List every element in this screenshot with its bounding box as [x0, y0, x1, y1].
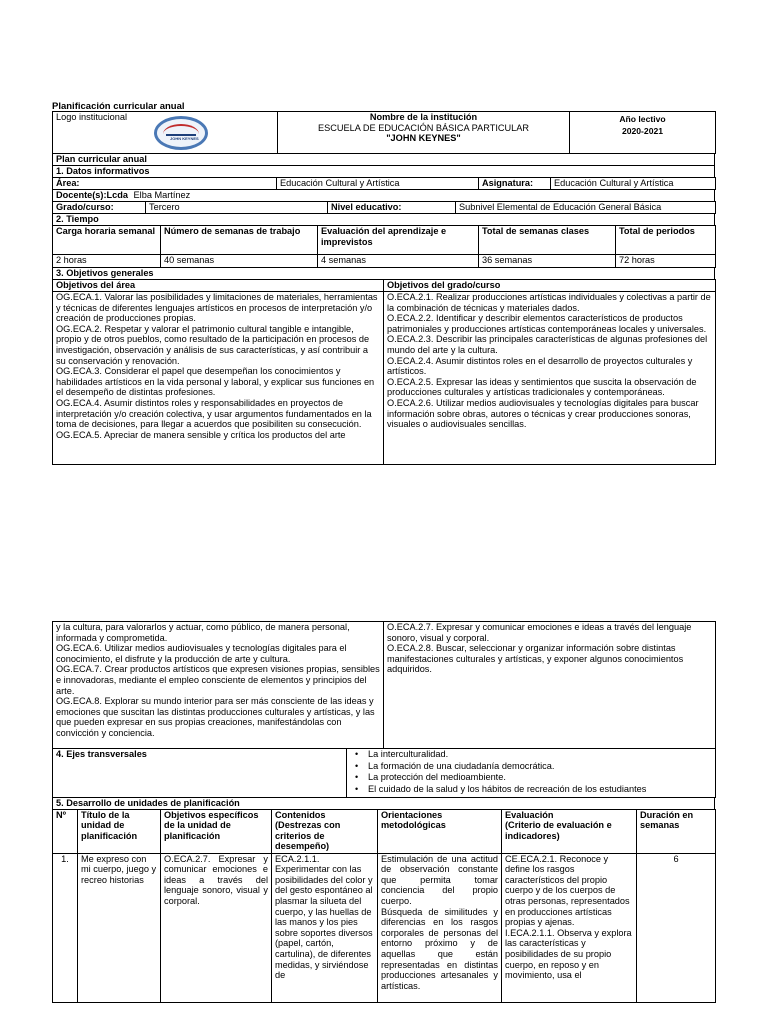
docente-value: Elba Martínez	[133, 190, 191, 200]
unidad-objetivos: O.ECA.2.7. Expresar y comunicar emociones e ideas a través del lenguaje sonoro, visual y corporal.	[161, 853, 272, 1002]
area-label: Área:	[53, 178, 277, 190]
asignatura-label: Asignatura:	[479, 178, 551, 190]
logo-text: JOHN KEYNES	[170, 136, 199, 141]
tiempo-value-total-semanas: 36 semanas	[479, 255, 616, 268]
plan-label: Plan curricular anual	[53, 154, 715, 166]
docente-label: Docente(s):Lcda	[56, 190, 128, 200]
unidades-header-titulo: Título de la unidad de planificación	[78, 809, 161, 853]
tiempo-value-carga: 2 horas	[53, 255, 161, 268]
unidades-header-duracion: Duración en semanas	[637, 809, 716, 853]
section2-title: 2. Tiempo	[53, 214, 715, 226]
page-two	[52, 621, 715, 1003]
school-name: ESCUELA DE EDUCACIÓN BÁSICA PARTICULAR	[317, 122, 530, 133]
objetivos-grado-text-cont: O.ECA.2.7. Expresar y comunicar emociones e ideas a través del lenguaje sonoro, visual y corporal. O.ECA.2.8. Buscar, seleccionar y organizar información sobre distintas manifestaciones culturales y artísticas, y exponer algunos conocimientos adquiridos.	[384, 622, 716, 749]
plan-label-table	[52, 153, 715, 178]
header-table	[52, 111, 716, 154]
eje-item: • La interculturalidad.	[368, 749, 712, 761]
eje-item: • El cuidado de la salud y los hábitos de recreación de los estudiantes	[368, 784, 712, 796]
unidades-header-objetivos: Objetivos específicos de la unidad de planificación	[161, 809, 272, 853]
logo-cell	[53, 112, 278, 154]
tiempo-header-semanas: Número de semanas de trabajo	[161, 226, 318, 255]
objetivos-area-header: Objetivos del área	[53, 280, 384, 292]
unidades-header-evaluacion: Evaluación (Criterio de evaluación e indicadores)	[502, 809, 637, 853]
unidades-header-orientaciones: Orientaciones metodológicas	[378, 809, 502, 853]
unidades-header-contenidos: Contenidos (Destrezas con criterios de desempeño)	[272, 809, 378, 853]
ejes-table	[52, 748, 716, 798]
section1-title: 1. Datos informativos	[53, 166, 715, 178]
objetivos-grado-text: O.ECA.2.1. Realizar producciones artísticas individuales y colectivas a partir de la combinación de técnicas y materiales dados. O.ECA.2.2. Identificar y describir elementos característicos de productos patrimoniales y producciones artísticas contemporáneas locales y universales. O.ECA.2.3. Describir las principales características de algunas profesiones del mundo del arte y la cultura. O.ECA.2.4. Asumir distintos roles en el desarrollo de proyectos culturales y artísticos. O.ECA.2.5. Expresar las ideas y sentimientos que suscita la observación de producciones culturales y artísticas tradicionales y contemporáneas. O.ECA.2.6. Utilizar medios audiovisuales y tecnologías digitales para buscar información sobre obras, autores o técnicas y crear producciones sonoras, visuales o audiovisuales sencillas.	[384, 292, 716, 465]
tiempo-header-total-semanas: Total de semanas clases	[479, 226, 616, 255]
eje-item: • La protección del medioambiente.	[368, 772, 712, 784]
logo-label: Logo institucional	[56, 112, 127, 122]
table-row	[53, 853, 716, 1002]
ejes-list-cell	[347, 749, 716, 798]
ejes-list	[350, 749, 712, 795]
docente-cell	[53, 190, 715, 202]
section5-title: 5. Desarrollo de unidades de planificación	[53, 798, 715, 810]
institution-cell	[278, 112, 570, 154]
tiempo-header-evaluacion: Evaluación del aprendizaje e imprevistos	[318, 226, 479, 255]
document-title: Planificación curricular anual	[52, 101, 185, 112]
unidad-contenidos: ECA.2.1.1. Experimentar con las posibilidades del color y del gesto espontáneo al plasmar la silueta del cuerpo, y las huellas de las manos y los pies sobre soportes diversos (papel, cartón, cartulina), de diferentes medidas, y sirviéndose de	[272, 853, 378, 1002]
tiempo-table	[52, 225, 716, 268]
unidades-header-n: Nº	[53, 809, 78, 853]
nivel-label: Nivel educativo:	[328, 202, 456, 214]
school-logo	[154, 116, 208, 150]
unidad-evaluacion: CE.ECA.2.1. Reconoce y define los rasgos característicos del propio cuerpo y de los cuerpos de otras personas, representados en producciones artísticas propias y ajenas. I.ECA.2.1.1. Observa y explora las características y posibilidades de su propio cuerpo, en reposo y en movimiento, usa el	[502, 853, 637, 1002]
eje-item: • La formación de una ciudadanía democrática.	[368, 761, 712, 773]
tiempo-value-evaluacion: 4 semanas	[318, 255, 479, 268]
objetivos-continuation-table	[52, 621, 716, 749]
school-quote: "JOHN KEYNES"	[386, 133, 461, 144]
grado-label: Grado/curso:	[53, 202, 146, 214]
page-one	[52, 111, 715, 465]
unidad-titulo: Me expreso con mi cuerpo, juego y recreo historias	[78, 853, 161, 1002]
unidad-duracion: 6	[637, 853, 716, 1002]
nivel-value: Subnivel Elemental de Educación General Básica	[456, 202, 716, 214]
institution-label: Nombre de la institución	[369, 112, 478, 122]
unidades-table	[52, 809, 716, 1003]
unidad-numero: 1.	[53, 853, 78, 1002]
unidad-orientaciones: Estimulación de una actitud de observación constante que permita tomar conciencia del propio cuerpo. Búsqueda de similitudes y diferencias en los rasgos corporales de personas del entorno próximo y de aquellas que están representadas en distintas producciones artesanales y artísticas.	[378, 853, 502, 1002]
tiempo-value-periodos: 72 horas	[616, 255, 716, 268]
grado-row	[52, 201, 716, 214]
area-value: Educación Cultural y Artística	[277, 178, 479, 190]
asignatura-value: Educación Cultural y Artística	[551, 178, 716, 190]
objetivos-area-text-cont: y la cultura, para valorarlos y actuar, como público, de manera personal, informada y comprometida. OG.ECA.6. Utilizar medios audiovisuales y tecnologías digitales para el conocimiento, el disfrute y la producción de arte y cultura. OG.ECA.7. Crear productos artísticos que expresen visiones propias, sensibles e innovadoras, mediante el empleo consciente de elementos y principios del arte. OG.ECA.8. Explorar su mundo interior para ser más consciente de las ideas y emociones que suscitan las distintas producciones culturales y artísticas, y las que pueden expresar en sus propias creaciones, manifestándolas con convicción y conciencia.	[53, 622, 384, 749]
objetivos-table	[52, 279, 716, 465]
year-value: 2020-2021	[621, 125, 664, 136]
tiempo-value-semanas: 40 semanas	[161, 255, 318, 268]
section4-title: 4. Ejes transversales	[53, 749, 347, 798]
year-label: Año lectivo	[619, 114, 666, 124]
tiempo-header-carga: Carga horaria semanal	[53, 226, 161, 255]
objetivos-grado-header: Objetivos del grado/curso	[384, 280, 716, 292]
year-cell	[570, 112, 716, 154]
tiempo-header-periodos: Total de periodos	[616, 226, 716, 255]
grado-value: Tercero	[146, 202, 328, 214]
objetivos-area-text: OG.ECA.1. Valorar las posibilidades y limitaciones de materiales, herramientas y técnicas de diferentes lenguajes artísticos en procesos de interpretación y/o creación de producciones propias. OG.ECA.2. Respetar y valorar el patrimonio cultural tangible e intangible, propio y de otros pueblos, como resultado de la participación en procesos de investigación, observación y análisis de sus características, y así contribuir a su conservación y renovación. OG.ECA.3. Considerar el papel que desempeñan los conocimientos y habilidades artísticos en la vida personal y laboral, y explicar sus funciones en el desempeño de distintas profesiones. OG.ECA.4. Asumir distintos roles y responsabilidades en proyectos de interpretación y/o creación colectiva, y usar argumentos fundamentados en la toma de decisiones, para llegar a acuerdos que posibiliten su consecución. OG.ECA.5. Apreciar de manera sensible y crítica los productos del arte	[53, 292, 384, 465]
section3-title: 3. Objetivos generales	[53, 268, 715, 280]
